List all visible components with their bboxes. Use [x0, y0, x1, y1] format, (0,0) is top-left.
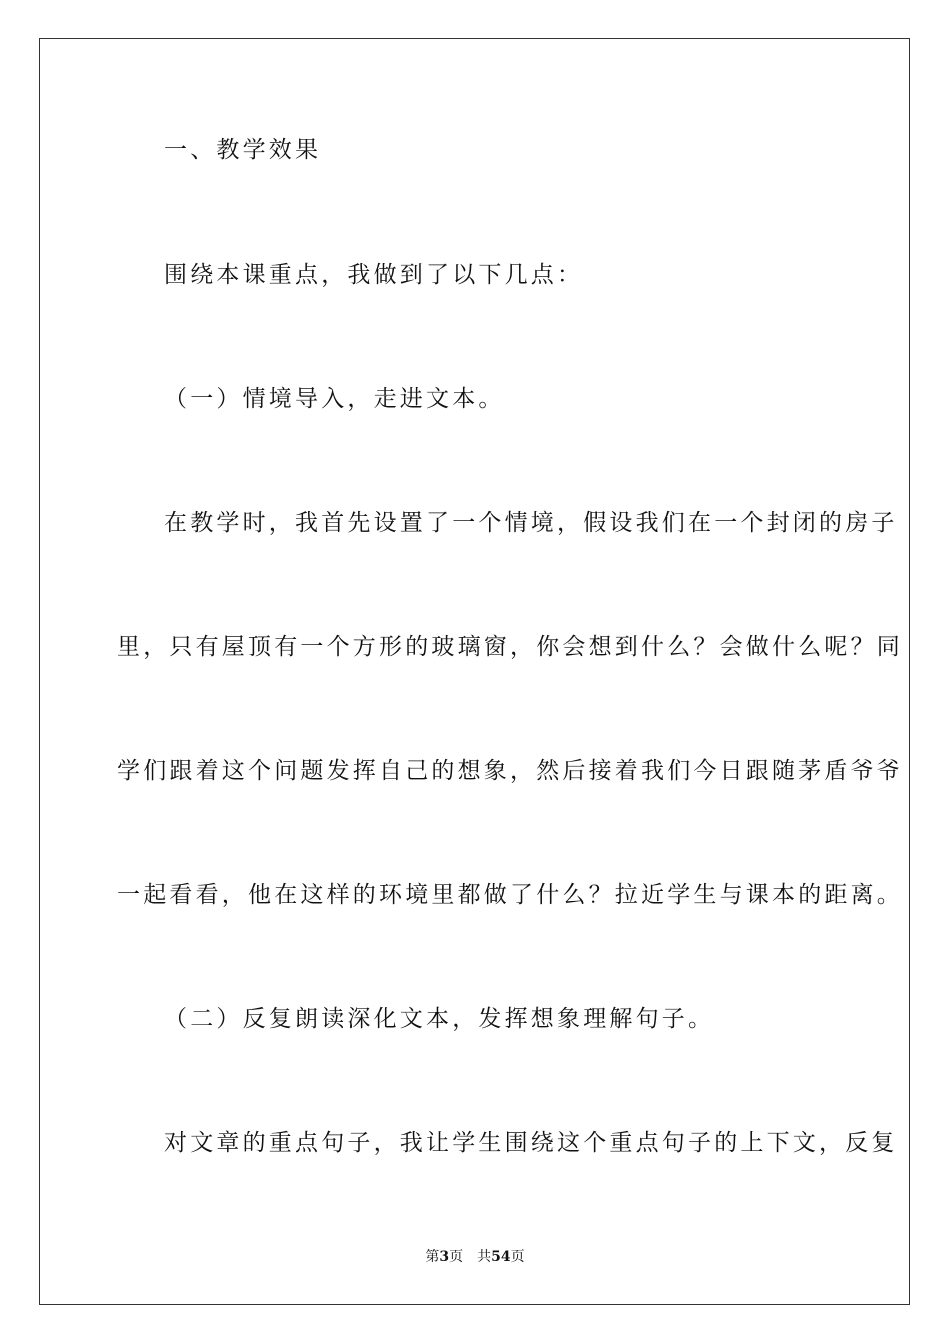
page-suffix: 页: [449, 1249, 464, 1265]
total-prefix: 共: [477, 1249, 492, 1265]
paragraph-line: 里，只有屋顶有一个方形的玻璃窗，你会想到什么？会做什么呢？同: [117, 634, 903, 660]
page-prefix: 第: [425, 1249, 440, 1265]
paragraph-line: 一起看看，他在这样的环境里都做了什么？拉近学生与课本的距离。: [117, 882, 903, 908]
subheading: （二）反复朗读深化文本，发挥想象理解句子。: [164, 1006, 715, 1032]
section-heading: 一、教学效果: [164, 137, 322, 163]
subheading: （一）情境导入，走进文本。: [164, 386, 505, 412]
page-border: [39, 38, 910, 1305]
page-number: 3: [439, 1249, 450, 1265]
total-pages: 54: [491, 1249, 511, 1265]
page-footer: [0, 1248, 950, 1266]
paragraph-line: 对文章的重点句子，我让学生围绕这个重点句子的上下文，反复: [164, 1130, 898, 1156]
paragraph-line: 学们跟着这个问题发挥自己的想象，然后接着我们今日跟随茅盾爷爷: [117, 758, 903, 784]
paragraph-line: 围绕本课重点，我做到了以下几点：: [164, 262, 584, 288]
paragraph-line: 在教学时，我首先设置了一个情境，假设我们在一个封闭的房子: [164, 510, 898, 536]
total-suffix: 页: [510, 1249, 525, 1265]
